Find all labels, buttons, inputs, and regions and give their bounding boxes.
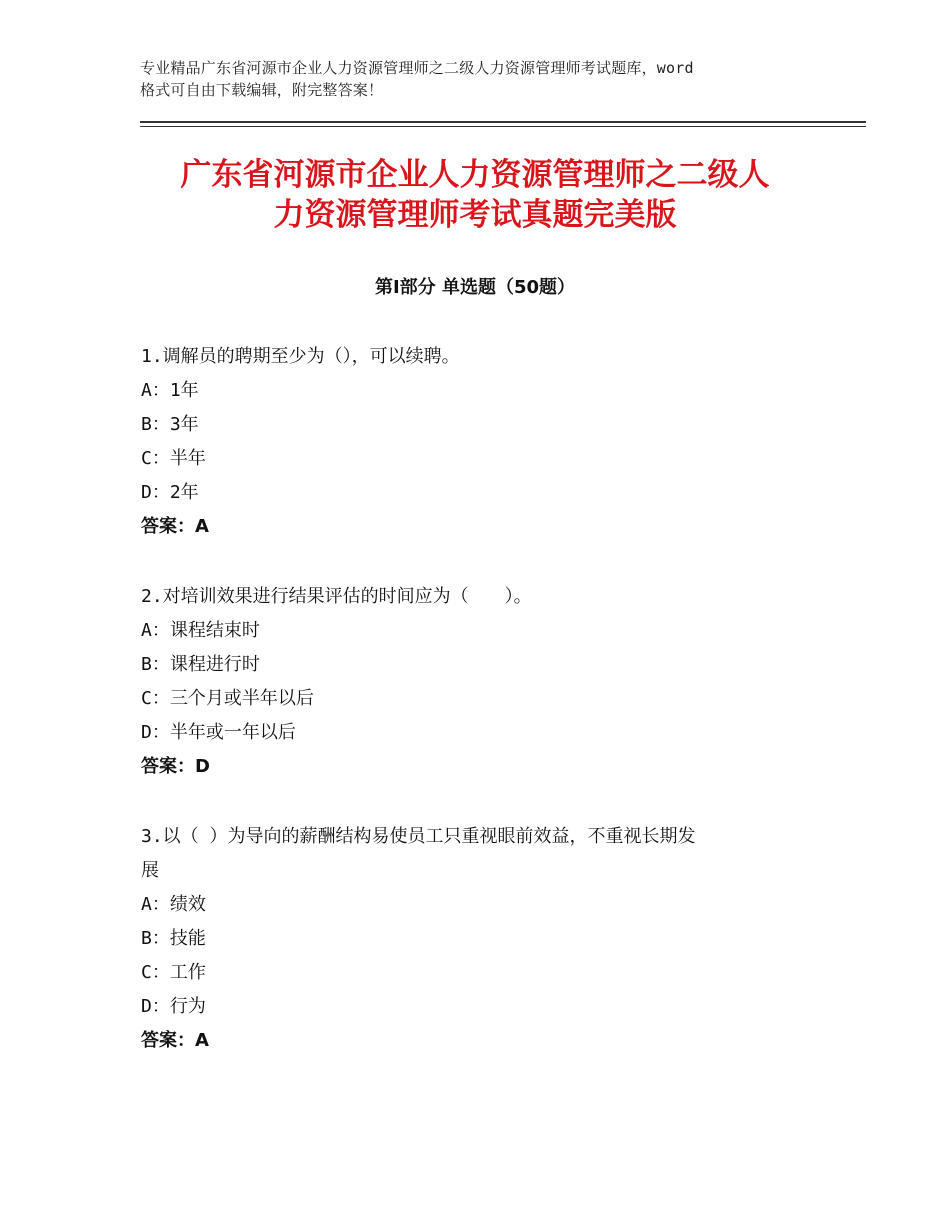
option-a: A：1年: [141, 380, 199, 401]
question-stem: 2.对培训效果进行结果评估的时间应为（ ）。: [141, 586, 532, 607]
document-title-line-2: 力资源管理师考试真题完美版: [273, 197, 677, 233]
option-a: A：课程结束时: [141, 620, 260, 641]
option-d: D：2年: [141, 482, 199, 503]
answer: 答案：D: [141, 756, 210, 777]
document-title-line-1: 广东省河源市企业人力资源管理师之二级人: [180, 157, 770, 193]
option-c: C：三个月或半年以后: [141, 688, 314, 709]
option-b: B：3年: [141, 414, 199, 435]
question-stem: 1.调解员的聘期至少为（），可以续聘。: [141, 346, 460, 367]
option-c: C：工作: [141, 962, 206, 983]
answer: 答案：A: [141, 1030, 209, 1051]
question-stem-continued: 展: [141, 860, 159, 881]
section-title: 第Ⅰ部分 单选题（50题）: [374, 277, 575, 298]
header-divider-thick: [140, 121, 866, 123]
option-a: A：绩效: [141, 894, 206, 915]
question-list: [141, 340, 821, 1094]
answer: 答案：A: [141, 516, 209, 537]
option-b: B：课程进行时: [141, 654, 260, 675]
option-d: D：行为: [141, 996, 206, 1017]
header-note-line-2: 格式可自由下载编辑，附完整答案！: [140, 81, 384, 99]
header-note-line-1: 专业精品广东省河源市企业人力资源管理师之二级人力资源管理师考试题库，word: [140, 59, 694, 77]
question-2: [141, 580, 821, 784]
header-note: [140, 57, 830, 101]
header-divider-thin: [140, 126, 866, 127]
document-title: [100, 155, 850, 235]
option-b: B：技能: [141, 928, 206, 949]
option-c: C：半年: [141, 448, 206, 469]
question-3: [141, 820, 821, 1058]
question-stem: 3.以（ ）为导向的薪酬结构易使员工只重视眼前效益，不重视长期发: [141, 826, 696, 847]
option-d: D：半年或一年以后: [141, 722, 296, 743]
question-1: [141, 340, 821, 544]
